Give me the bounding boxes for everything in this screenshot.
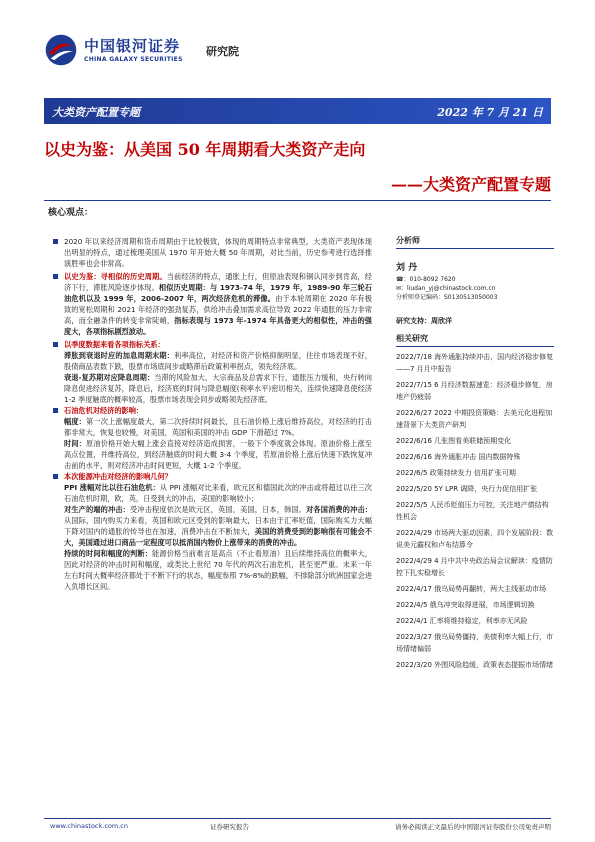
report-date: 2022 年 7 月 21 日: [437, 106, 543, 119]
sidebar: [396, 236, 554, 675]
core-views-label: 核心观点：: [48, 208, 94, 218]
related-link[interactable]: 2022/7/15 6 月经济数据速览：经济稳步修复，房地产仍疲弱: [396, 381, 553, 401]
divider: [44, 200, 551, 201]
heading: 以季度数据来看各项指标关系：: [52, 339, 372, 350]
logo-en: CHINA GALAXY SECURITIES: [84, 55, 183, 63]
paragraph: 幅度：第一次上涨幅度最大，第二次持续时间最长，且石油价格上涨后维持高位，对经济的打击都非常大，恢复也较慢，对美国，英国和美国的冲击 GDP 下滑超过 7%。: [64, 417, 372, 437]
analyst-cert: 分析师登记编码：S0130513050003: [396, 294, 498, 301]
paragraph: 衰退-复苏期对应降息周期：当滞的风险加大，大宗商品及总需求下行，通胀压力缓和，央行转向降息促进经济复苏，降息后，经济底的时间与降息幅度(利率水平)密切相关，连续快速降息使经济 1-2 季度触底的概率较高，股票市场表现会同步或略领先经济底。: [64, 373, 372, 404]
logo-cn: 中国银河证券: [84, 36, 181, 55]
report-title: 以史为鉴：从美国 50 年周期看大类资产走向: [44, 140, 366, 159]
related-link[interactable]: 2022/6/5 政策持续发力 信用扩张可期: [396, 469, 516, 477]
related-link[interactable]: 2022/6/16 几张图看美联储预期变化: [396, 437, 512, 445]
footer-url[interactable]: www.chinastock.com.cn: [50, 822, 128, 830]
company-logo: [44, 33, 183, 67]
heading: 石油危机对经济的影响：: [52, 405, 372, 416]
related-link[interactable]: 2022/6/27 2022 中期投资策略：去美元化进程加速背景下大类资产研判: [396, 409, 553, 429]
related-link[interactable]: 2022/4/1 汇率将维持稳定，利率亦无风险: [396, 617, 528, 625]
analyst-name: 刘 丹: [396, 263, 418, 273]
related-link[interactable]: 2022/4/29 市场两大驱动因素，四个发展阶段：数说美元霸权和卢布结算令: [396, 529, 554, 549]
related-link[interactable]: 2022/7/18 海外通胀持续冲击，国内经济稳步修复——7 月月中报告: [396, 353, 554, 373]
paragraph: PPI 涨幅对比以往石油危机：从 PPI 涨幅对比来看，欧元区和德国此次的冲击或将超过以往三次石油危机时期，欧，英，日受到大的冲击，美国的影响较小；: [64, 483, 372, 503]
analyst-heading: 分析师: [396, 236, 554, 249]
paragraph: 对生产的端的冲击：受冲击程度依次是欧元区，英国，美国，日本，韩国。对各国消费的冲击：从国际，国内购买力来看，英国和欧元区受到的影响最大，日本由于汇率贬值，国际购买力大幅下降对国内的通胀的传导也在加速，消费冲击在不断加大，美国的消费受到的影响很有可能会不大，美国通过进口商品一定程度可以抵消国内物价上涨带来的消费的冲击。: [64, 505, 372, 547]
related-link[interactable]: 2022/4/17 俄乌局势再翻转，两大主线驱动市场: [396, 585, 547, 593]
related-link[interactable]: 2022/3/27 俄乌局势僵持，美债利率大幅上行，市场情绪偏弱: [396, 633, 554, 653]
related-link[interactable]: 2022/5/20 5Y LPR 调降，央行力促信用扩张: [396, 485, 538, 493]
analyst-phone: ☎：010-8092 7620: [396, 276, 456, 283]
paragraph: 滞胀到衰退时应的加息周期末期：利率高位，对经济和资产价格抑制明显，往往市场表现不好，股债商品表数下跌，股票市场底间步或略滞后政策利率拐点，领先经济底。: [64, 351, 372, 371]
related-heading: 相关研究: [396, 334, 554, 347]
related-link[interactable]: 2022/5/5 人民币贬值压力可控，关注地产债结构性机会: [396, 501, 549, 521]
report-category: 大类资产配置专题: [52, 106, 140, 119]
institute-label: 研究院: [206, 45, 239, 58]
related-link[interactable]: 2022/6/16 海外通胀冲击 国内数据特殊: [396, 453, 521, 461]
galaxy-logo-icon: [44, 33, 78, 67]
related-link[interactable]: 2022/4/29 4 月中共中央政治局会议解读：疫情防控下扎实稳增长: [396, 557, 553, 577]
paragraph: 以史为鉴：寻相似的历史周期。当前经济的特点，通胀上行，但原油表现和铜认同步到肯高，经济下行，滞胀风险逐步体现。相似历史周期：与 1973-74 年，1979 年，1989-90 年三轮石油危机以及 1999 年，2006-2007 年，两次经济危机的滞像。由于本轮周期在 2020 年有极致的宽松周期和 2021 年经济的强劲复苏，供给冲击叠加需求高位导致 2022 年通胀的压力非常高，而全融条件的转变非常陡峭，指标表现与 1973 年-1974 年具备更大的相似性，冲击的强度大，各项指标剧烈波动。: [52, 271, 372, 337]
research-support: 研究支持：周欣洋: [396, 317, 452, 325]
header-banner: [44, 98, 551, 124]
footer-label: 证券研究报告: [210, 823, 249, 831]
main-content: [52, 236, 372, 592]
paragraph: 持续的时间和幅度的判断：能源价格当前难言是高点（不止看原油）且后续维持高位的概率大，因此对经济的冲击时间和幅度，或类比上世纪 70 年代的两次石油危机，甚至更严重。未来一年左右时间大概率经济都处于不断下行的状态，幅度参照 7%-8%的跌幅，不排除部分欧洲国家会进入负增长区间。: [64, 549, 372, 591]
report-subtitle: ——大类资产配置专题: [390, 175, 551, 194]
footer-disclaimer: 请务必阅读正文最后的中国银河证券股份公司免责声明: [395, 823, 551, 831]
related-link[interactable]: 2022/3/20 外围风险趋缓，政策表态提振市场情绪: [396, 661, 554, 669]
analyst-email: ✉：liudan_yj@chinastock.com.cn: [396, 285, 496, 292]
related-link[interactable]: 2022/4/5 俄乌冲突取得进展，市场逻辑切换: [396, 601, 535, 609]
heading: 本次能源冲击对经济的影响几何？: [52, 471, 372, 482]
paragraph: 2020 年以来经济周期和货币周期由于比较极致，体现的周期特点非常典型，大类资产表现体现出明显的特点，通过梳理美国从 1970 年开始大概 50 年周期，对比当前，历史参考进行选择推演胜率也会非常高。: [52, 236, 372, 269]
footer-divider: [44, 818, 551, 819]
paragraph: 时间：原油价格开始大幅上涨会直接对经济造成损害，一般下个季度就会体现。原油价格上涨至高点位置，并维持高位，到经济触底的时间大概 3-4 个季度，若原油价格上涨后快速下跌恢复冲击前的水平，则对经济冲击时间更短，大概 1-2 个季度。: [64, 439, 372, 470]
